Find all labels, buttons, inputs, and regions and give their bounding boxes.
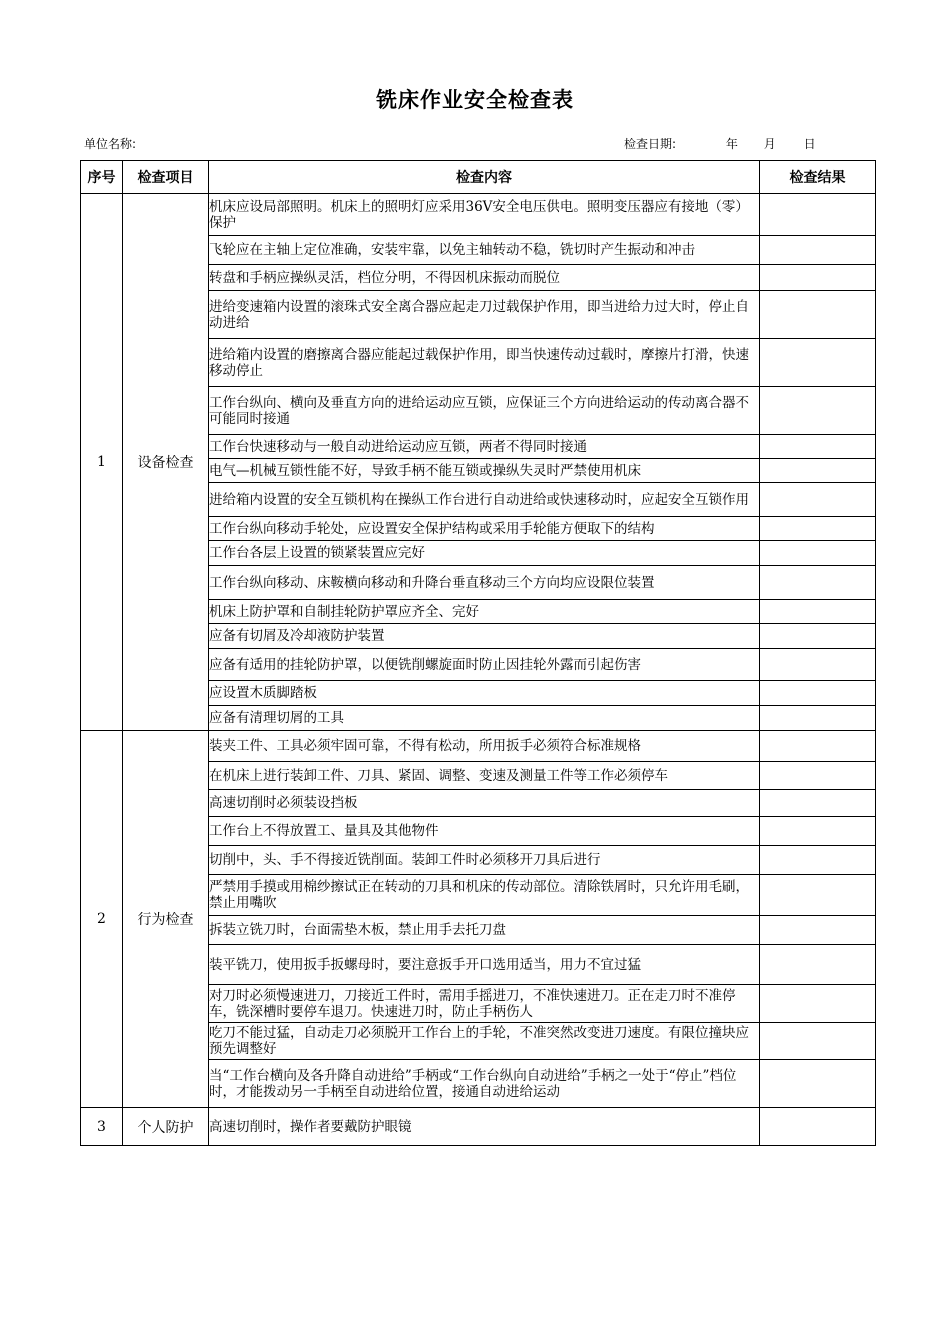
check-content: 当“工作台横向及各升降自动进给”手柄或“工作台纵向自动进给”手柄之一处于“停止”档位时，才能拨动另一手柄至自动进给位置，接通自动进给运动: [209, 1060, 760, 1108]
check-content: 进给变速箱内设置的滚珠式安全离合器应起走刀过载保护作用，即当进给力过大时，停止自动进给: [209, 291, 760, 339]
check-result-cell[interactable]: [760, 194, 876, 236]
table-row: [81, 194, 876, 236]
month-label: 月: [763, 137, 776, 151]
check-content: 电气—机械互锁性能不好，导致手柄不能互锁或操纵失灵时严禁使用机床: [209, 459, 760, 483]
check-result-cell[interactable]: [760, 1060, 876, 1108]
check-result-cell[interactable]: [760, 817, 876, 846]
check-content: 工作台纵向移动手轮处，应设置安全保护结构或采用手轮能方便取下的结构: [209, 517, 760, 541]
group-item: 行为检查: [123, 731, 209, 1108]
check-result-cell[interactable]: [760, 681, 876, 706]
inspection-table: [80, 160, 876, 1146]
header-no: 序号: [81, 161, 123, 194]
check-content: 切削中，头、手不得接近铣削面。装卸工件时必须移开刀具后进行: [209, 846, 760, 875]
year-label: 年: [725, 137, 738, 151]
check-result-cell[interactable]: [760, 706, 876, 731]
check-result-cell[interactable]: [760, 790, 876, 817]
check-result-cell[interactable]: [760, 916, 876, 945]
page-title: 铣床作业安全检查表: [376, 88, 574, 112]
check-content: 机床应设局部照明。机床上的照明灯应采用36V安全电压供电。照明变压器应有接地（零）保护: [209, 194, 760, 236]
check-result-cell[interactable]: [760, 291, 876, 339]
check-content: 工作台纵向移动、床鞍横向移动和升降台垂直移动三个方向均应设限位装置: [209, 566, 760, 600]
table-header-row: [81, 161, 876, 194]
group-number: 1: [81, 194, 123, 731]
group-item: 个人防护: [123, 1108, 209, 1146]
check-result-cell[interactable]: [760, 435, 876, 459]
check-content: 高速切削时，操作者要戴防护眼镜: [209, 1108, 760, 1146]
check-date-label: 检查日期:: [624, 137, 677, 151]
table-row: [81, 1108, 876, 1146]
unit-name-label: 单位名称:: [84, 137, 137, 151]
check-content: 工作台各层上设置的锁紧装置应完好: [209, 541, 760, 566]
check-content: 拆装立铣刀时，台面需垫木板，禁止用手去托刀盘: [209, 916, 760, 945]
check-result-cell[interactable]: [760, 846, 876, 875]
check-content: 工作台快速移动与一般自动进给运动应互锁，两者不得同时接通: [209, 435, 760, 459]
check-content: 高速切削时必须装设挡板: [209, 790, 760, 817]
check-content: 工作台上不得放置工、量具及其他物件: [209, 817, 760, 846]
check-result-cell[interactable]: [760, 1108, 876, 1146]
check-result-cell[interactable]: [760, 459, 876, 483]
check-result-cell[interactable]: [760, 265, 876, 291]
check-content: 装平铣刀，使用扳手扳螺母时，要注意扳手开口选用适当，用力不宜过猛: [209, 945, 760, 985]
check-result-cell[interactable]: [760, 624, 876, 649]
check-content: 飞轮应在主轴上定位准确，安装牢靠，以免主轴转动不稳，铣切时产生振动和冲击: [209, 236, 760, 265]
table-body: [81, 194, 876, 1146]
check-content: 装夹工件、工具必须牢固可靠，不得有松动，所用扳手必须符合标准规格: [209, 731, 760, 762]
check-content: 进给箱内设置的安全互锁机构在操纵工作台进行自动进给或快速移动时，应起安全互锁作用: [209, 483, 760, 517]
check-content: 应设置木质脚踏板: [209, 681, 760, 706]
header-content: 检查内容: [209, 161, 760, 194]
check-content: 应备有切屑及冷却液防护装置: [209, 624, 760, 649]
header-item: 检查项目: [123, 161, 209, 194]
check-content: 进给箱内设置的磨擦离合器应能起过载保护作用，即当快速传动过载时，摩擦片打滑，快速移动停止: [209, 339, 760, 387]
check-content: 吃刀不能过猛，自动走刀必须脱开工作台上的手轮，不准突然改变进刀速度。有限位撞块应预先调整好: [209, 1023, 760, 1060]
check-result-cell[interactable]: [760, 762, 876, 790]
table-row: [81, 731, 876, 762]
day-label: 日: [803, 137, 816, 151]
check-result-cell[interactable]: [760, 875, 876, 916]
check-result-cell[interactable]: [760, 541, 876, 566]
check-result-cell[interactable]: [760, 600, 876, 624]
check-content: 应备有适用的挂轮防护罩，以便铣削螺旋面时防止因挂轮外露而引起伤害: [209, 649, 760, 681]
group-item: 设备检查: [123, 194, 209, 731]
check-content: 严禁用手摸或用棉纱擦试正在转动的刀具和机床的传动部位。清除铁屑时，只允许用毛刷，禁止用嘴吹: [209, 875, 760, 916]
check-result-cell[interactable]: [760, 387, 876, 435]
header-result: 检查结果: [760, 161, 876, 194]
check-result-cell[interactable]: [760, 339, 876, 387]
check-result-cell[interactable]: [760, 649, 876, 681]
check-content: 应备有清理切屑的工具: [209, 706, 760, 731]
check-content: 对刀时必须慢速进刀，刀接近工件时，需用手摇进刀，不准快速进刀。正在走刀时不准停车，铣深槽时要停车退刀。快速进刀时，防止手柄伤人: [209, 985, 760, 1023]
check-result-cell[interactable]: [760, 731, 876, 762]
check-result-cell[interactable]: [760, 236, 876, 265]
check-result-cell[interactable]: [760, 1023, 876, 1060]
check-content: 转盘和手柄应操纵灵活，档位分明，不得因机床振动而脱位: [209, 265, 760, 291]
check-result-cell[interactable]: [760, 566, 876, 600]
check-result-cell[interactable]: [760, 483, 876, 517]
check-result-cell[interactable]: [760, 945, 876, 985]
check-date: [624, 135, 816, 152]
group-number: 2: [81, 731, 123, 1108]
check-content: 工作台纵向、横向及垂直方向的进给运动应互锁，应保证三个方向进给运动的传动离合器不可能同时接通: [209, 387, 760, 435]
check-result-cell[interactable]: [760, 985, 876, 1023]
group-number: 3: [81, 1108, 123, 1146]
check-content: 机床上防护罩和自制挂轮防护罩应齐全、完好: [209, 600, 760, 624]
check-result-cell[interactable]: [760, 517, 876, 541]
check-content: 在机床上进行装卸工件、刀具、紧固、调整、变速及测量工件等工作必须停车: [209, 762, 760, 790]
